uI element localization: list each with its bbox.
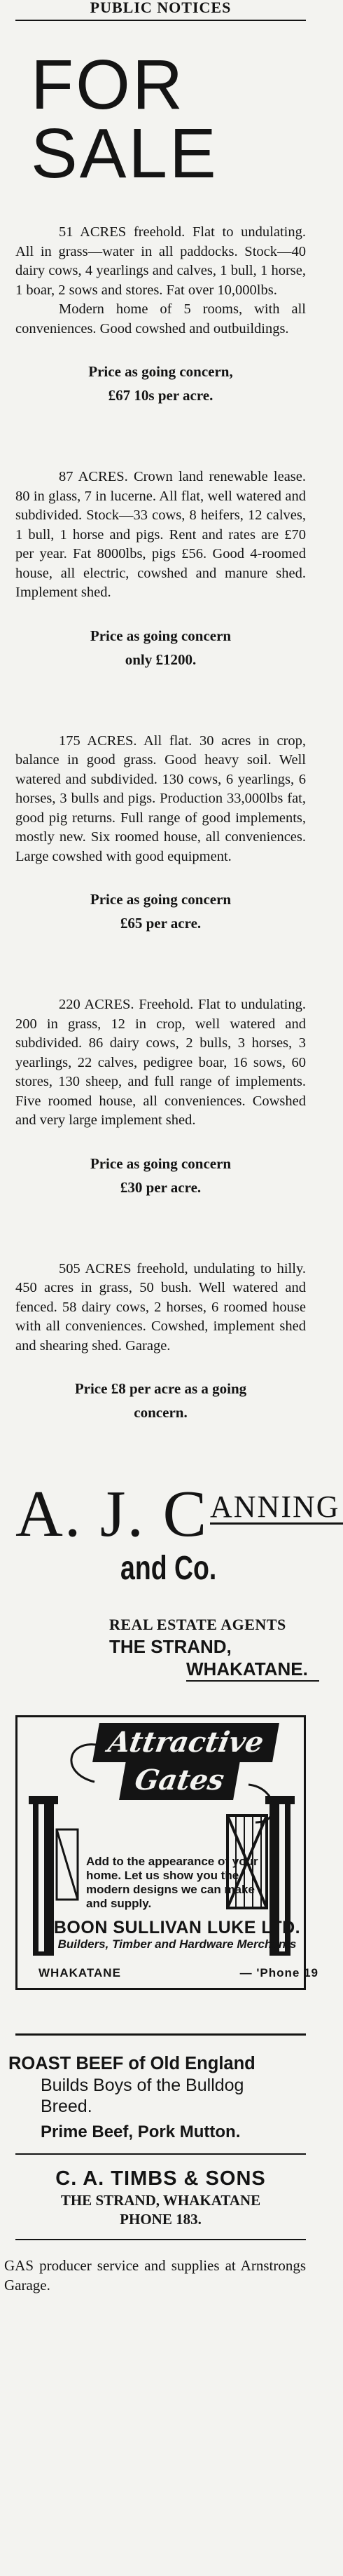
price-line: Price as going concern bbox=[90, 891, 232, 908]
price-line: Price as going concern bbox=[90, 1154, 232, 1172]
gates-trade: Builders, Timber and Hardware Merchants bbox=[57, 1937, 297, 1951]
listing-175-acres bbox=[15, 732, 306, 936]
listing-description: 87 ACRES. Crown land renewable lease. 80 in glass, 7 in lucerne. All flat, well watered and subdivided. Stock—33 cows, 8 heifers, 12 calves, 1 bull, 1 horse and pigs. Rent and rates are £70 per year. Fat 8000lbs, pigs £56. Good 4-roomed house, all electric, cowshed and manure shed. Implement shed. bbox=[15, 469, 306, 600]
price-line: only £1200. bbox=[125, 650, 197, 668]
listing-505-acres bbox=[15, 1260, 306, 1425]
gates-company: BOON SULLIVAN LUKE LTD. bbox=[53, 1918, 301, 1937]
listing-description: 220 ACRES. Freehold. Flat to undulating. 200 in grass, 12 in crop, well watered and subdivided. 86 dairy cows, 2 bulls, 3 horses, 3 yearlings, 22 calves, pedigree boar, 16 sows, 60 stores, 130 sheep, and full range of implements. Five roomed house, all conveniences. Cowshed and very large implement shed. bbox=[15, 997, 306, 1128]
section-header: PUBLIC NOTICES bbox=[15, 0, 306, 21]
listing-price bbox=[15, 1152, 306, 1199]
price-line: Price as going concern bbox=[90, 627, 232, 644]
agent-logo bbox=[15, 1478, 340, 1602]
agent-role: REAL ESTATE AGENTS bbox=[109, 1616, 286, 1633]
listing-87-acres bbox=[15, 468, 306, 672]
gates-footer bbox=[38, 1966, 318, 1980]
beef-heading: ROAST BEEF of Old England bbox=[8, 2054, 255, 2073]
price-line: concern. bbox=[134, 1404, 188, 1421]
for-sale-line1: FOR bbox=[31, 46, 186, 124]
listing-description: Modern home of 5 rooms, with all conveniences. Good cowshed and outbuildings. bbox=[15, 301, 306, 336]
agent-street: THE STRAND, bbox=[109, 1636, 232, 1657]
agent-town: WHAKATANE. bbox=[186, 1658, 319, 1682]
price-line: £65 per acre. bbox=[120, 915, 202, 932]
gates-advertisement bbox=[15, 1715, 318, 1990]
divider bbox=[15, 2239, 306, 2240]
listing-price bbox=[15, 624, 306, 672]
agent-and-co: and Co. bbox=[120, 1550, 217, 1587]
price-line: £67 10s per acre. bbox=[108, 387, 214, 404]
gates-title-attractive: Attractive bbox=[92, 1723, 279, 1762]
for-sale-line2: SALE bbox=[31, 114, 218, 193]
gates-town: WHAKATANE bbox=[38, 1966, 121, 1979]
beef-subheading: Builds Boys of the Bulldog Breed. bbox=[41, 2076, 244, 2116]
butcher-name: C. A. TIMBS & SONS bbox=[55, 2167, 266, 2190]
gates-blurb: Add to the appearance of your home. Let us show you the modern designs we can make and supply. bbox=[86, 1855, 258, 1910]
price-line: Price £8 per acre as a going bbox=[74, 1380, 247, 1397]
listings bbox=[15, 223, 306, 1424]
price-line: £30 per acre. bbox=[120, 1178, 202, 1196]
listing-220-acres bbox=[15, 995, 306, 1199]
beef-products: Prime Beef, Pork Mutton. bbox=[41, 2122, 241, 2141]
gas-notice: GAS producer service and supplies at Arnstrongs Garage. bbox=[4, 2257, 306, 2294]
listing-price bbox=[15, 1377, 306, 1424]
listing-price bbox=[15, 360, 306, 407]
listing-price bbox=[15, 887, 306, 935]
listing-description: 505 ACRES freehold, undulating to hilly. 450 acres in grass, 50 bush. Well watered and fenced. 58 dairy cows, 2 horses, 6 roomed house with all conveniences. Cowshed, implement shed and shearing shed. Garage. bbox=[15, 1260, 306, 1354]
divider bbox=[15, 2033, 306, 2036]
gates-phone: — 'Phone 19 bbox=[239, 1966, 318, 1979]
butcher-address: THE STRAND, WHAKATANE bbox=[60, 2192, 261, 2209]
butcher-phone: PHONE 183. bbox=[120, 2211, 202, 2228]
gates-title-gates: Gates bbox=[119, 1761, 239, 1800]
agent-surname: ANNING bbox=[210, 1492, 343, 1525]
listing-description: 175 ACRES. All flat. 30 acres in crop, balance in good grass. Good heavy soil. Well watered and subdivided. 130 cows, 6 yearlings, 6 horses, 3 bulls and pigs. Production 33,000lbs fat, good pig returns. Full range of good implements, mostly new. Six roomed house, all conveniences. Large cowshed with good equipment. bbox=[15, 732, 306, 864]
listing-description: 51 ACRES freehold. Flat to undulating. All in grass—water in all paddocks. Stock—40 dairy cows, 4 yearlings and calves, 1 bull, 1 horse, 1 boar, 2 sows and stores. Fat over 10,000lbs. bbox=[15, 224, 306, 298]
beef-advertisement bbox=[8, 2052, 306, 2229]
listing-51-acres bbox=[15, 223, 306, 407]
agent-initials: A. J. C bbox=[15, 1478, 209, 1551]
for-sale-heading bbox=[31, 46, 306, 193]
divider bbox=[15, 2153, 306, 2155]
price-line: Price as going concern, bbox=[88, 363, 233, 380]
